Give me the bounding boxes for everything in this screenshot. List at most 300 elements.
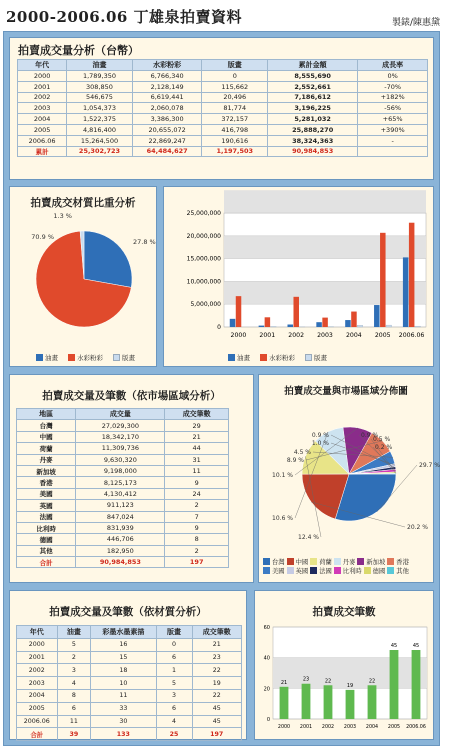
table-cell: 9,198,000 bbox=[76, 465, 165, 476]
y-tick-label: 20,000,000 bbox=[186, 232, 221, 240]
bar-版畫 bbox=[415, 326, 421, 327]
table-cell: 5,281,032 bbox=[268, 114, 358, 125]
data-label: 21 bbox=[280, 679, 288, 686]
table-cell: 香港 bbox=[17, 477, 76, 488]
grid-band bbox=[224, 281, 426, 304]
legend-item bbox=[287, 559, 309, 566]
legend-label: 丹麥 bbox=[342, 559, 356, 566]
table-header-row bbox=[17, 626, 242, 639]
pie-label: 1.0 % bbox=[311, 440, 329, 447]
table-cell: 荷蘭 bbox=[17, 443, 76, 454]
table-cell: 8,555,690 bbox=[268, 71, 358, 82]
bar-油畫 bbox=[287, 325, 293, 327]
table-cell: 2 bbox=[165, 545, 229, 556]
table-cell: 10 bbox=[91, 677, 156, 690]
x-tick-label: 2002 bbox=[288, 332, 305, 339]
table-cell: 15 bbox=[91, 651, 156, 664]
table-row bbox=[17, 545, 229, 556]
bar-油畫 bbox=[316, 322, 322, 327]
y-tick-label: 25,000,000 bbox=[186, 210, 221, 217]
page-header bbox=[0, 0, 450, 30]
legend-swatch bbox=[263, 567, 270, 574]
legend-item bbox=[357, 559, 385, 566]
table-cell: 7 bbox=[165, 511, 229, 522]
bar-版畫 bbox=[271, 326, 277, 327]
table-cell: 81,774 bbox=[202, 103, 268, 114]
bar-水彩粉彩 bbox=[265, 317, 271, 327]
count-bar-chart bbox=[255, 623, 435, 738]
bar-油畫 bbox=[259, 326, 265, 327]
pie-slice-oil bbox=[84, 231, 132, 287]
table-row bbox=[18, 114, 428, 125]
table-cell: 911,123 bbox=[76, 500, 165, 511]
x-tick-label: 2006.06 bbox=[398, 332, 425, 339]
material-pie-panel bbox=[9, 186, 157, 367]
table-cell: 2003 bbox=[18, 103, 67, 114]
table-cell: 3,386,300 bbox=[132, 114, 202, 125]
legend-swatch bbox=[387, 567, 394, 574]
material-pie-chart bbox=[10, 209, 158, 344]
column-header: 成交量 bbox=[76, 409, 165, 420]
bar-水彩粉彩 bbox=[236, 296, 242, 327]
legend-swatch bbox=[334, 558, 341, 565]
table-cell: 16 bbox=[91, 638, 156, 651]
legend-watercolor: 水彩粉彩 bbox=[269, 354, 295, 362]
total-cell: 39 bbox=[57, 728, 91, 741]
legend-item bbox=[310, 559, 332, 566]
pie-label: 0.9 % bbox=[311, 432, 329, 439]
table-cell: 2,128,149 bbox=[132, 81, 202, 92]
sales-volume-table bbox=[17, 59, 428, 157]
content-frame bbox=[3, 31, 440, 746]
data-label: 19 bbox=[346, 682, 354, 689]
table-cell: 6 bbox=[156, 651, 192, 664]
table-cell: 3 bbox=[156, 689, 192, 702]
table-cell: 2,552,661 bbox=[268, 81, 358, 92]
table-cell: 18,342,170 bbox=[76, 431, 165, 442]
bar-水彩粉彩 bbox=[322, 318, 328, 327]
table-cell: 8 bbox=[57, 689, 91, 702]
table-cell: 2006.06 bbox=[18, 135, 67, 146]
table-row bbox=[18, 92, 428, 103]
legend-swatch bbox=[310, 567, 317, 574]
region-table-title: 拍賣成交量及筆數（依市場區域分析） bbox=[42, 390, 221, 402]
y-tick-label: 0 bbox=[266, 717, 270, 723]
y-tick-label: 5,000,000 bbox=[190, 301, 221, 309]
table-cell: 1,054,373 bbox=[67, 103, 133, 114]
table-cell: 18 bbox=[91, 664, 156, 677]
table-cell: 29 bbox=[165, 420, 229, 431]
y-tick-label: 15,000,000 bbox=[186, 255, 221, 263]
table-cell: 2001 bbox=[17, 651, 58, 664]
table-cell: 英國 bbox=[17, 500, 76, 511]
table-cell: 2,060,078 bbox=[132, 103, 202, 114]
legend-label: 其他 bbox=[396, 568, 409, 575]
table-cell: 416,798 bbox=[202, 124, 268, 135]
material-pie-legend bbox=[36, 353, 135, 362]
table-cell: 比利時 bbox=[17, 522, 76, 533]
table-cell: 新加坡 bbox=[17, 465, 76, 476]
table-cell: 19 bbox=[192, 677, 242, 690]
legend-item bbox=[263, 568, 285, 575]
table-row bbox=[18, 135, 428, 146]
total-cell: 合計 bbox=[17, 728, 58, 741]
legend-swatch bbox=[334, 567, 341, 574]
legend-label: 英國 bbox=[295, 568, 309, 575]
table-cell: 8,125,173 bbox=[76, 477, 165, 488]
table-cell: 丹麥 bbox=[17, 454, 76, 465]
legend-label: 德國 bbox=[372, 568, 386, 575]
table-cell: 20,496 bbox=[202, 92, 268, 103]
column-header: 成交筆數 bbox=[192, 626, 242, 639]
count-bar bbox=[412, 650, 421, 719]
x-tick-label: 2003 bbox=[343, 725, 357, 730]
table-cell: 4 bbox=[57, 677, 91, 690]
legend-label: 香港 bbox=[396, 559, 409, 566]
table-cell: 21 bbox=[165, 431, 229, 442]
table-cell: 9 bbox=[165, 477, 229, 488]
table-cell: 6,619,441 bbox=[132, 92, 202, 103]
table-cell: 30 bbox=[91, 715, 156, 728]
bar-版畫 bbox=[386, 325, 392, 327]
table-cell: 德國 bbox=[17, 534, 76, 545]
column-header: 油畫 bbox=[67, 60, 133, 71]
legend-item bbox=[387, 568, 409, 575]
table-row bbox=[17, 522, 229, 533]
pie-label: 10.1 % bbox=[272, 472, 293, 479]
table-row bbox=[17, 702, 242, 715]
x-tick-label: 2005 bbox=[374, 332, 391, 339]
total-row bbox=[18, 146, 428, 157]
region-pie-title: 拍賣成交量與市場區域分佈圖 bbox=[284, 386, 408, 397]
count-bar bbox=[346, 690, 355, 719]
pie-label: 70.9 % bbox=[31, 233, 54, 241]
table-cell: 2002 bbox=[17, 664, 58, 677]
table-cell: 546,675 bbox=[67, 92, 133, 103]
table-row bbox=[17, 431, 229, 442]
table-cell: 2006.06 bbox=[17, 715, 58, 728]
y-tick-label: 10,000,000 bbox=[186, 278, 221, 286]
pie-label: 20.2 % bbox=[407, 524, 428, 531]
table-cell: 22,869,247 bbox=[132, 135, 202, 146]
bar-水彩粉彩 bbox=[351, 312, 357, 327]
table-cell: 4,130,412 bbox=[76, 488, 165, 499]
legend-oil: 油畫 bbox=[45, 354, 58, 362]
total-row bbox=[17, 728, 242, 741]
table-cell: 308,850 bbox=[67, 81, 133, 92]
table-row bbox=[18, 71, 428, 82]
legend-swatch bbox=[364, 567, 371, 574]
legend-label: 美國 bbox=[272, 568, 285, 575]
table-cell: 0 bbox=[156, 638, 192, 651]
table-cell: 33 bbox=[91, 702, 156, 715]
pie-label: 12.4 % bbox=[298, 534, 319, 541]
table-header-row bbox=[17, 409, 229, 420]
y-tick-label: 60 bbox=[263, 625, 270, 631]
bar-油畫 bbox=[403, 257, 409, 327]
total-cell: 累計 bbox=[18, 146, 67, 157]
table-cell: 7,186,612 bbox=[268, 92, 358, 103]
table-cell: 2000 bbox=[18, 71, 67, 82]
legend-label: 比利時 bbox=[342, 568, 362, 575]
column-header: 油畫 bbox=[57, 626, 91, 639]
x-tick-label: 2005 bbox=[387, 725, 401, 730]
table-cell: 2003 bbox=[17, 677, 58, 690]
table-row bbox=[17, 664, 242, 677]
table-cell: 4,816,400 bbox=[67, 124, 133, 135]
legend-item bbox=[287, 568, 309, 575]
table-row bbox=[17, 477, 229, 488]
legend-item bbox=[334, 559, 356, 566]
table-cell: 24 bbox=[165, 488, 229, 499]
material-count-panel bbox=[9, 590, 247, 740]
table-cell: 中國 bbox=[17, 431, 76, 442]
table-cell: +390% bbox=[358, 124, 428, 135]
table-cell: 2001 bbox=[18, 81, 67, 92]
legend-swatch bbox=[357, 558, 364, 565]
table-cell: 1,522,375 bbox=[67, 114, 133, 125]
x-tick-label: 2002 bbox=[321, 725, 335, 730]
count-bar bbox=[324, 685, 333, 719]
table-cell: +65% bbox=[358, 114, 428, 125]
data-label: 45 bbox=[412, 643, 420, 649]
table-cell: 台灣 bbox=[17, 420, 76, 431]
column-header: 年代 bbox=[18, 60, 67, 71]
y-tick-label: 20 bbox=[263, 686, 270, 693]
region-pie-legend bbox=[263, 558, 433, 576]
pie-label: 0.2 % bbox=[375, 444, 393, 451]
volume-bar-chart bbox=[164, 209, 435, 349]
table-cell: 8 bbox=[165, 534, 229, 545]
total-cell: 64,484,627 bbox=[132, 146, 202, 157]
table-cell: 2005 bbox=[18, 124, 67, 135]
table-cell: 2 bbox=[165, 500, 229, 511]
pie-label: 1.3 % bbox=[53, 212, 72, 220]
total-cell: 197 bbox=[192, 728, 242, 741]
table-cell: 45 bbox=[192, 702, 242, 715]
legend-item bbox=[387, 559, 409, 566]
table-cell: 2 bbox=[57, 651, 91, 664]
sales-volume-panel bbox=[9, 37, 434, 180]
legend-label: 新加坡 bbox=[366, 559, 386, 566]
pie-label: 0.9 % bbox=[361, 432, 379, 439]
legend-print: 版畫 bbox=[122, 354, 135, 362]
volume-bar-legend bbox=[228, 353, 327, 362]
legend-oil: 油畫 bbox=[237, 354, 250, 362]
table-cell: 11 bbox=[57, 715, 91, 728]
bar-水彩粉彩 bbox=[380, 233, 386, 327]
table-row bbox=[17, 443, 229, 454]
legend-item bbox=[310, 568, 332, 575]
table-cell: 6 bbox=[57, 702, 91, 715]
count-bar-panel bbox=[254, 590, 434, 740]
table-row bbox=[17, 651, 242, 664]
total-cell: 25,302,723 bbox=[67, 146, 133, 157]
total-cell: 1,197,503 bbox=[202, 146, 268, 157]
legend-swatch bbox=[287, 567, 294, 574]
legend-label: 法國 bbox=[319, 568, 332, 575]
x-tick-label: 2000 bbox=[230, 332, 247, 339]
table-cell: 20,655,072 bbox=[132, 124, 202, 135]
total-cell: 90,984,853 bbox=[76, 557, 165, 568]
table-row bbox=[17, 511, 229, 522]
table-cell: 1,789,350 bbox=[67, 71, 133, 82]
legend-swatch bbox=[287, 558, 294, 565]
bar-油畫 bbox=[345, 320, 351, 327]
pie-label: 4.5 % bbox=[293, 449, 311, 456]
table-cell: 22 bbox=[192, 689, 242, 702]
data-label: 22 bbox=[368, 678, 376, 685]
total-cell: 25 bbox=[156, 728, 192, 741]
table-cell: 3,196,225 bbox=[268, 103, 358, 114]
material-pie-title: 拍賣成交材質比重分析 bbox=[30, 197, 136, 209]
table-row bbox=[18, 124, 428, 135]
table-cell: +182% bbox=[358, 92, 428, 103]
table-cell: 831,939 bbox=[76, 522, 165, 533]
table-cell: 182,950 bbox=[76, 545, 165, 556]
column-header: 累計金額 bbox=[268, 60, 358, 71]
table-cell: 22 bbox=[192, 664, 242, 677]
pie-label: 29.7 % bbox=[419, 462, 440, 469]
y-tick-label: 0 bbox=[217, 324, 221, 331]
table-cell: 2000 bbox=[17, 638, 58, 651]
column-header: 彩墨水墨素描 bbox=[91, 626, 156, 639]
x-tick-label: 2001 bbox=[299, 725, 313, 730]
region-table-panel bbox=[9, 374, 254, 583]
table-cell: 6 bbox=[156, 702, 192, 715]
legend-swatch bbox=[263, 558, 270, 565]
x-tick-label: 2003 bbox=[317, 332, 333, 339]
bar-油畫 bbox=[374, 305, 380, 327]
table-cell: 9 bbox=[165, 522, 229, 533]
count-bar bbox=[302, 684, 311, 719]
volume-bar-panel bbox=[163, 186, 434, 367]
x-tick-label: 2006.06 bbox=[406, 725, 426, 730]
table-cell: 0% bbox=[358, 71, 428, 82]
table-cell: 847,024 bbox=[76, 511, 165, 522]
table-cell: 2004 bbox=[17, 689, 58, 702]
bar-版畫 bbox=[357, 325, 363, 327]
table-cell: 2004 bbox=[18, 114, 67, 125]
x-tick-label: 2004 bbox=[365, 725, 379, 730]
legend-swatch bbox=[387, 558, 394, 565]
column-header: 年代 bbox=[17, 626, 58, 639]
bar-油畫 bbox=[230, 319, 236, 327]
data-label: 22 bbox=[324, 678, 332, 685]
table-row bbox=[17, 715, 242, 728]
column-header: 成長率 bbox=[358, 60, 428, 71]
table-header-row bbox=[18, 60, 428, 71]
count-bar bbox=[280, 687, 289, 719]
legend-label: 荷蘭 bbox=[319, 559, 332, 566]
table-row bbox=[17, 488, 229, 499]
legend-print: 版畫 bbox=[314, 354, 327, 362]
page-title: 2000-2006.06 丁雄泉拍賣資料 bbox=[6, 8, 243, 26]
table-cell: 21 bbox=[192, 638, 242, 651]
data-label: 23 bbox=[302, 676, 310, 683]
table-row bbox=[17, 420, 229, 431]
region-table bbox=[16, 408, 229, 568]
table-cell: 3 bbox=[57, 664, 91, 677]
grid-band bbox=[224, 236, 426, 259]
credit-text: 製錶/陳惠黛 bbox=[391, 18, 440, 28]
legend-swatch bbox=[310, 558, 317, 565]
material-count-title: 拍賣成交量及筆數（依材質分析） bbox=[49, 606, 207, 618]
table-row bbox=[18, 81, 428, 92]
total-cell: 197 bbox=[165, 557, 229, 568]
table-cell: 0 bbox=[202, 71, 268, 82]
table-cell: 9,630,320 bbox=[76, 454, 165, 465]
pie-label: 0.5 % bbox=[373, 436, 391, 443]
table-cell: 11 bbox=[91, 689, 156, 702]
legend-item bbox=[334, 568, 362, 575]
column-header: 版畫 bbox=[156, 626, 192, 639]
table-cell: 31 bbox=[165, 454, 229, 465]
table-cell: -70% bbox=[358, 81, 428, 92]
column-header: 地區 bbox=[17, 409, 76, 420]
table-cell: 1 bbox=[156, 664, 192, 677]
y-tick-label: 40 bbox=[263, 655, 270, 662]
table-cell: 27,029,300 bbox=[76, 420, 165, 431]
total-cell: 133 bbox=[91, 728, 156, 741]
column-header: 水彩粉彩 bbox=[132, 60, 202, 71]
table-cell: 11,309,736 bbox=[76, 443, 165, 454]
table-row bbox=[17, 500, 229, 511]
table-row bbox=[17, 689, 242, 702]
table-cell: 45 bbox=[192, 715, 242, 728]
count-bar bbox=[390, 650, 399, 719]
pie-label: 27.8 % bbox=[133, 238, 156, 246]
x-tick-label: 2004 bbox=[345, 332, 362, 339]
table-cell: 法國 bbox=[17, 511, 76, 522]
data-label: 45 bbox=[390, 643, 398, 649]
table-cell: 6,766,340 bbox=[132, 71, 202, 82]
pie-label: 8.9 % bbox=[286, 457, 304, 464]
table-cell: -56% bbox=[358, 103, 428, 114]
table-cell: 4 bbox=[156, 715, 192, 728]
count-bar bbox=[368, 685, 377, 719]
total-cell bbox=[358, 146, 428, 157]
region-pie-chart bbox=[259, 399, 440, 547]
table-row bbox=[17, 454, 229, 465]
material-count-table bbox=[16, 625, 242, 741]
count-bar-title: 拍賣成交筆數 bbox=[312, 606, 376, 618]
table-cell: 2002 bbox=[18, 92, 67, 103]
table-cell: 38,324,363 bbox=[268, 135, 358, 146]
total-cell: 90,984,853 bbox=[268, 146, 358, 157]
total-cell: 合計 bbox=[17, 557, 76, 568]
table-cell: - bbox=[358, 135, 428, 146]
sales-volume-title: 拍賣成交量分析（台幣） bbox=[18, 44, 139, 57]
plot-area bbox=[224, 213, 426, 327]
legend-item bbox=[364, 568, 386, 575]
table-cell: 5 bbox=[156, 677, 192, 690]
table-cell: 美國 bbox=[17, 488, 76, 499]
bar-水彩粉彩 bbox=[409, 223, 415, 327]
table-cell: 44 bbox=[165, 443, 229, 454]
legend-label: 中國 bbox=[295, 559, 309, 566]
table-cell: 25,888,270 bbox=[268, 124, 358, 135]
table-cell: 11 bbox=[165, 465, 229, 476]
x-tick-label: 2001 bbox=[259, 332, 276, 339]
table-cell: 5 bbox=[57, 638, 91, 651]
legend-watercolor: 水彩粉彩 bbox=[77, 354, 103, 362]
bar-水彩粉彩 bbox=[293, 297, 299, 327]
table-row bbox=[18, 103, 428, 114]
column-header: 成交筆數 bbox=[165, 409, 229, 420]
x-tick-label: 2000 bbox=[277, 725, 291, 730]
table-cell: 其他 bbox=[17, 545, 76, 556]
